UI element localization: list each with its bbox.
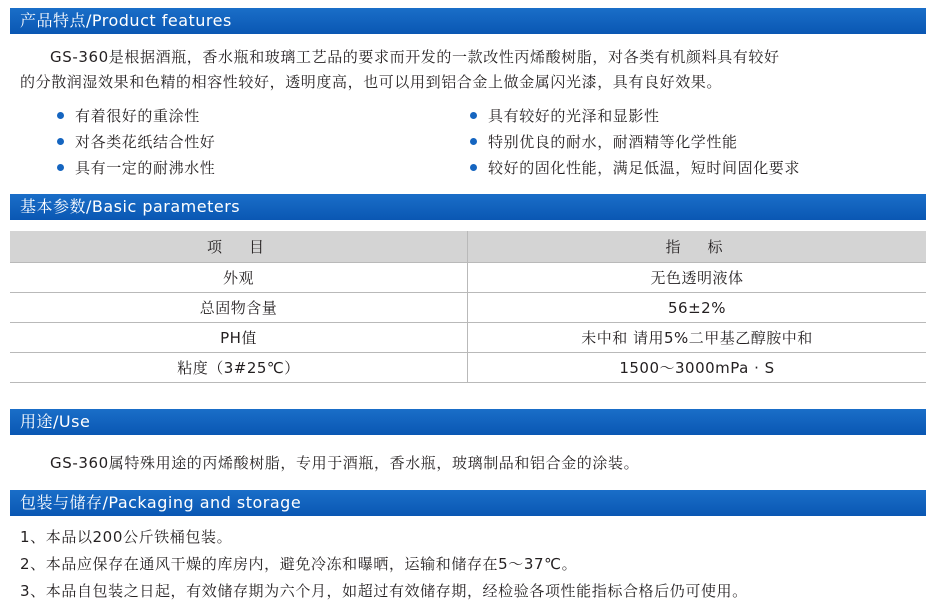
row-value: 未中和 请用5%二甲基乙醇胺中和	[468, 323, 927, 353]
bullet-icon	[57, 138, 64, 145]
row-item: PH值	[10, 323, 468, 353]
feature-item-text: 对各类花纸结合性好	[75, 133, 216, 151]
feature-item-text: 特别优良的耐水，耐酒精等化学性能	[488, 133, 738, 151]
bullet-icon	[57, 112, 64, 119]
column-header-item: 项 目	[10, 231, 468, 263]
table-row	[10, 323, 926, 353]
table-header-row	[10, 231, 926, 263]
packaging-storage-header: 包装与储存/Packaging and storage	[10, 490, 926, 516]
bullet-icon	[470, 164, 477, 171]
packaging-list	[20, 524, 748, 605]
features-intro-line-2: 的分散润湿效果和色精的相容性较好，透明度高，也可以用到铝合金上做金属闪光漆，具有良好效果。	[20, 73, 723, 91]
table-row	[10, 293, 926, 323]
packaging-item: 3、本品自包装之日起，有效储存期为六个月，如超过有效储存期，经检验各项性能指标合格后仍可使用。	[20, 582, 748, 600]
parameters-table	[10, 231, 926, 383]
feature-item	[470, 129, 800, 155]
feature-item	[57, 129, 215, 155]
bullet-icon	[57, 164, 64, 171]
feature-item-text: 具有较好的光泽和显影性	[488, 107, 660, 125]
feature-item	[57, 155, 215, 181]
feature-item-text: 具有一定的耐沸水性	[75, 159, 216, 177]
bullet-icon	[470, 138, 477, 145]
features-list-left	[57, 103, 215, 181]
row-item: 总固物含量	[10, 293, 468, 323]
feature-item	[470, 103, 800, 129]
bullet-icon	[470, 112, 477, 119]
features-intro-line-1: GS-360是根据酒瓶，香水瓶和玻璃工艺品的要求而开发的一款改性丙烯酸树脂，对各类有机颜料具有较好	[50, 48, 780, 66]
feature-item	[470, 155, 800, 181]
feature-item	[57, 103, 215, 129]
packaging-item: 2、本品应保存在通风干燥的库房内，避免冷冻和曝晒，运输和储存在5～37℃。	[20, 555, 578, 573]
row-item: 外观	[10, 263, 468, 293]
product-features-header: 产品特点/Product features	[10, 8, 926, 34]
use-header: 用途/Use	[10, 409, 926, 435]
feature-item-text: 有着很好的重涂性	[75, 107, 200, 125]
features-intro	[20, 45, 925, 95]
packaging-item: 1、本品以200公斤铁桶包装。	[20, 528, 233, 546]
features-list-right	[470, 103, 800, 181]
column-header-value: 指 标	[468, 231, 927, 263]
row-value: 1500～3000mPa · S	[468, 353, 927, 383]
basic-parameters-header: 基本参数/Basic parameters	[10, 194, 926, 220]
row-value: 无色透明液体	[468, 263, 927, 293]
use-text: GS-360属特殊用途的丙烯酸树脂，专用于酒瓶，香水瓶，玻璃制品和铝合金的涂装。	[50, 454, 640, 472]
feature-item-text: 较好的固化性能，满足低温，短时间固化要求	[488, 159, 801, 177]
row-item: 粘度（3#25℃）	[10, 353, 468, 383]
table-row	[10, 263, 926, 293]
table-row	[10, 353, 926, 383]
row-value: 56±2%	[468, 293, 927, 323]
